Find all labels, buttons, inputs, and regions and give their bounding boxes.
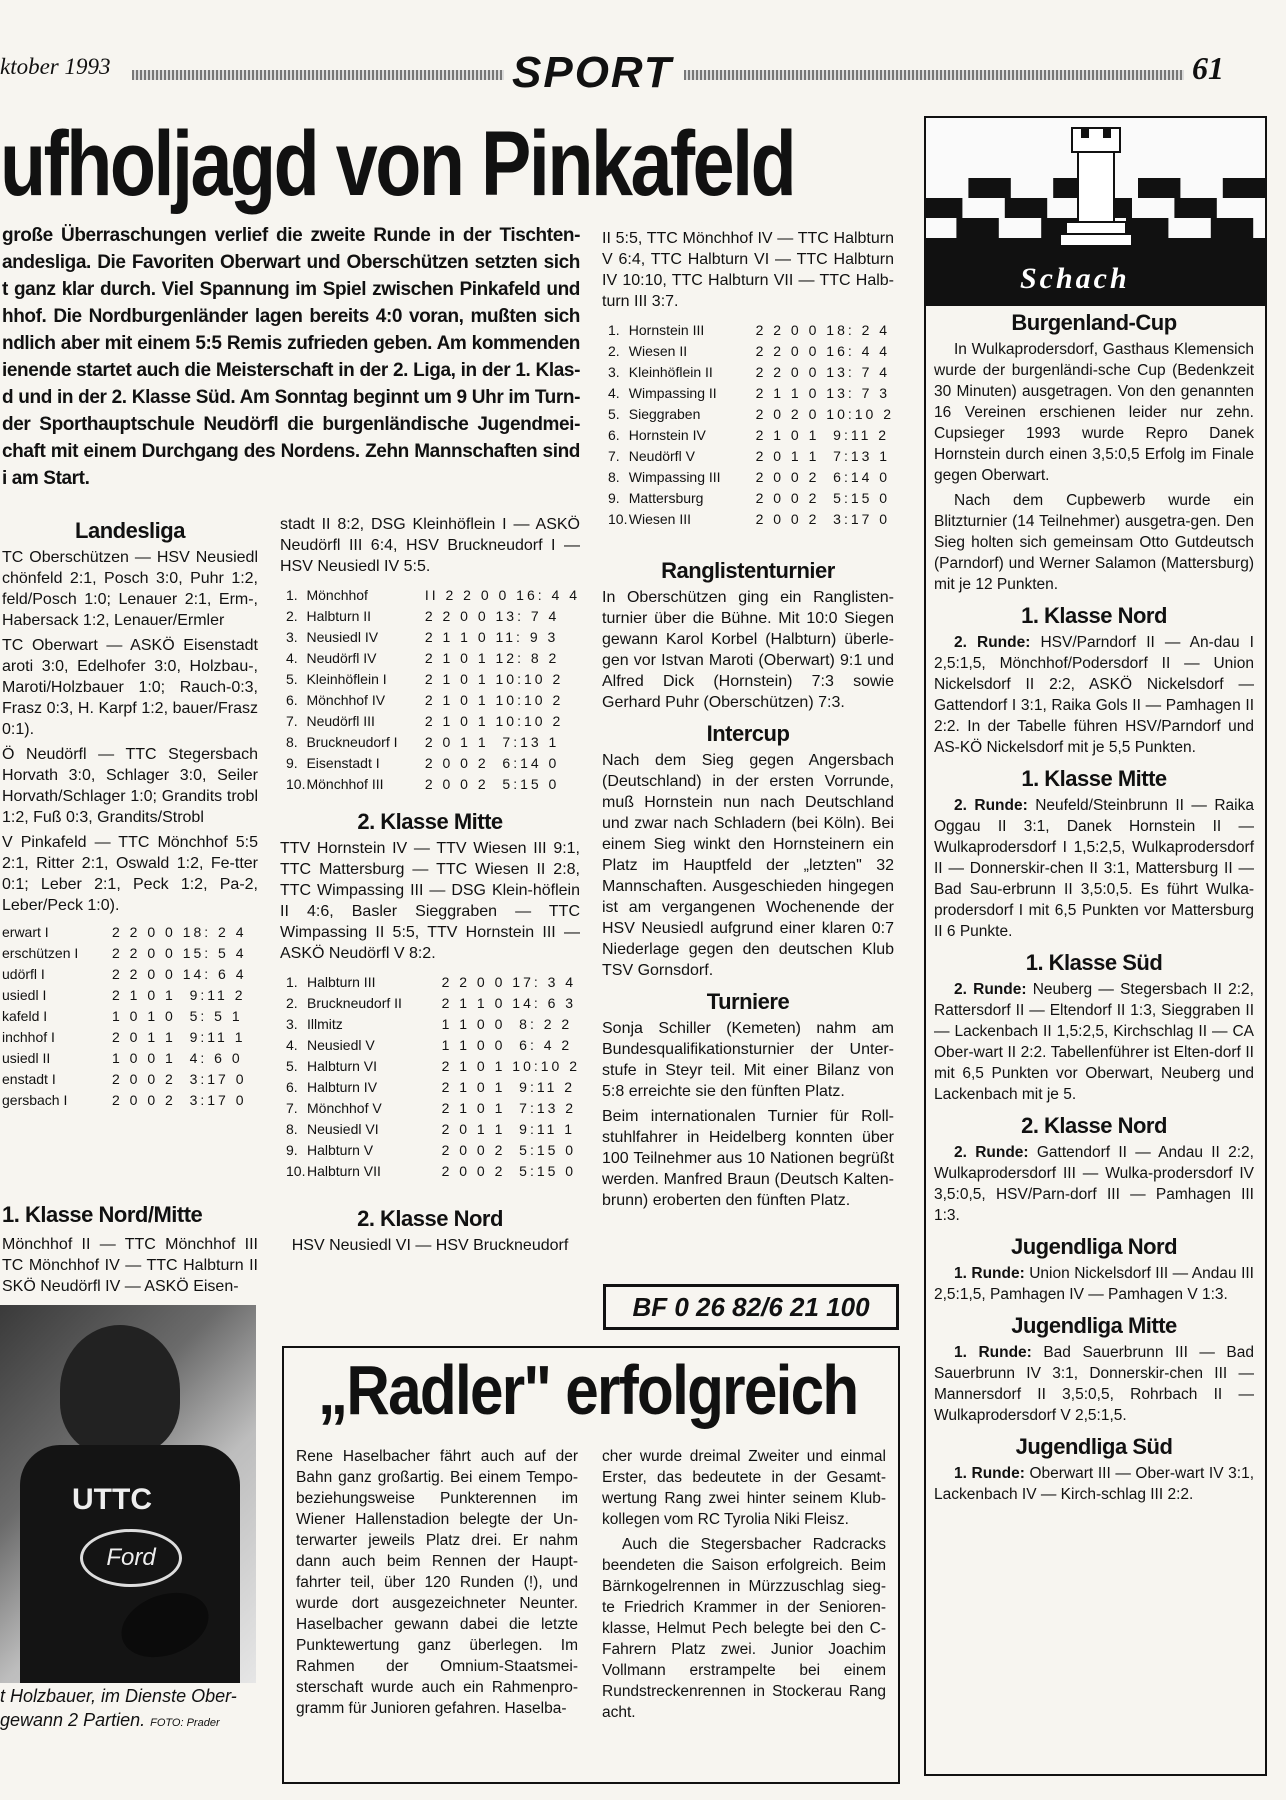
team-cell: erwart I (2, 924, 49, 940)
heading-2-klasse-nord-schach: 2. Klasse Nord (1021, 1113, 1167, 1138)
record-cell: 2 0 2 0 10:10 2 (755, 406, 894, 422)
record-cell: 2 0 0 2 3:17 0 (755, 511, 891, 527)
record-cell: 2 0 0 2 5:15 0 (424, 776, 560, 792)
team-cell: Halbturn VII (307, 1163, 381, 1179)
photo-caption (0, 1684, 260, 1735)
team-cell: Sieggraben (628, 406, 701, 422)
record-cell: 2 0 0 2 3:17 0 (112, 1071, 247, 1087)
landesliga-table (2, 922, 247, 1111)
record-cell: 2 2 0 0 15: 5 4 (112, 945, 247, 961)
record-cell: 2 2 0 0 16: 4 4 (755, 343, 891, 359)
record-cell: 2 1 0 1 10:10 2 (424, 713, 564, 729)
record-cell: 2 0 0 2 5:15 0 (441, 1163, 577, 1179)
round-label: 2. Runde: (954, 634, 1031, 651)
rank-cell: 7. (608, 448, 620, 464)
col3-p-rang: In Oberschützen ging ein Ranglisten-turnier über die Bühne. Mit 10:0 Siegen gewann Karol Korbel (Halbturn) überle-gen vor Istvan Maroti (Oberwart) 9:1 und Alfred Dick (Hornstein) 7:3 sowie Gerhard Puhr (Oberschützen) 7:3. (602, 589, 894, 711)
team-cell: Wimpassing III (628, 469, 721, 485)
rank-cell: 3. (286, 629, 298, 645)
rank-cell: 8. (286, 734, 298, 750)
rank-cell: 4. (286, 1037, 298, 1053)
rank-cell: 7. (286, 713, 298, 729)
column-1-lower (2, 1196, 258, 1297)
team-cell: Mönchhof IV (306, 692, 386, 708)
table-row (286, 1035, 580, 1056)
schach-p5: Neuberg — Stegersbach II 2:2, Rattersdorf II — Eltendorf II 1:3, Sieggraben II — Lackenbach II 1,5:2,5, Kirchschlag II — CA Ober-wart II 2:2. Tabellenführer ist Elten-dorf II mit 6,5 Punkten vor Oberwart, Neuberg und Lackenbach mit je 5. (934, 981, 1254, 1103)
photo-ford-logo: Ford (80, 1529, 182, 1587)
header-rule-right (684, 70, 1184, 80)
table-row (2, 964, 247, 985)
rank-cell: 9. (608, 490, 620, 506)
col3-p-turn2: Beim internationalen Turnier für Roll-stuhlfahrer in Heidelberg konnten über 100 Teilnehmer aus 10 Nationen begrüßt werden. Manfred Braun (Deutsch Kalten-brunn) eroberten den fünften Platz. (602, 1108, 894, 1209)
column-3 (602, 228, 894, 1215)
team-cell: Wiesen III (628, 511, 692, 527)
heading-intercup: Intercup (706, 721, 790, 746)
rank-cell: 1. (608, 322, 620, 338)
rank-cell: 2. (286, 608, 298, 624)
record-cell: 2 1 0 1 12: 8 2 (424, 650, 560, 666)
column-2 (280, 514, 580, 1260)
schach-p6: Gattendorf II — Andau II 2:2, Wulkaprodersdorf III — Wulka-prodersdorf IV 3,5:0,5, HSV/Parn-dorf III — Pamhagen III 1:3. (934, 1144, 1254, 1224)
heading-burgenland-cup: Burgenland-Cup (1011, 310, 1177, 335)
record-cell: 2 2 0 0 17: 3 4 (441, 974, 577, 990)
rank-cell: 6. (286, 692, 298, 708)
col2-p3: HSV Neusiedl VI — HSV Bruckneudorf (291, 1237, 569, 1254)
col1-p3: Ö Neudörfl — TTC Stegersbach Horvath 3:0, Schlager 3:0, Seiler Horvath/Schlager 1:0; Grandits trobl 1:2, Fuß 0:3, Grandits/Strobl (2, 746, 258, 826)
table-row (2, 1090, 247, 1111)
schach-column (934, 306, 1254, 1509)
rank-cell: 5. (286, 1058, 298, 1074)
board-square (956, 218, 998, 238)
board-square (1211, 218, 1253, 238)
rank-cell: 4. (608, 385, 620, 401)
record-cell: 2 2 0 0 14: 6 4 (112, 966, 247, 982)
rank-cell: 1. (286, 587, 298, 603)
table-row (286, 585, 580, 606)
rank-cell: 9. (286, 755, 298, 771)
section-title: SPORT (512, 48, 673, 97)
team-cell: Illmitz (307, 1016, 343, 1032)
col3-p-turn1: Sonja Schiller (Kemeten) nahm am Bundesqualifikationsturnier der Unter-stufe in Steyr teil. Mit einer Bilanz von 5:8 erreichte sie den fünften Platz. (602, 1020, 894, 1100)
round-label: 2. Runde: (954, 1144, 1029, 1161)
record-cell: 2 1 0 1 9:11 2 (441, 1079, 576, 1095)
rank-cell: 5. (286, 671, 298, 687)
team-cell: Halbturn VI (307, 1058, 378, 1074)
record-cell: 2 0 0 2 6:14 0 (424, 755, 560, 771)
record-cell: 2 1 0 1 10:10 2 (424, 671, 564, 687)
record-cell: 2 0 1 1 7:13 1 (424, 734, 560, 750)
table-row (2, 1048, 247, 1069)
record-cell: 2 2 0 0 18: 2 4 (755, 322, 891, 338)
team-cell: Neusiedl VI (307, 1121, 379, 1137)
team-cell: Neudörfl III (306, 713, 375, 729)
record-cell: 2 0 1 1 9:11 1 (112, 1029, 246, 1045)
team-cell: Eisenstadt I (306, 755, 380, 771)
schach-p3: HSV/Parndorf II — An-dau I 2,5:1,5, Mönchhof/Podersdorf II — Union Nickelsdorf II 2:2, ASKÖ Nickelsdorf — Gattendorf I 3:1, Raika Gols II — Pamhagen II 2:2. In der Tabelle führen HSV/Parndorf und AS-KÖ Nickelsdorf mit je 5,5 Punkten. (934, 634, 1254, 756)
table-row (286, 972, 580, 993)
radler-right-p2: Auch die Stegersbacher Radcracks beendeten die Saison erfolgreich. Beim Bärnkogelrennen in Mürzzuschlag sieg-te Friedrich Krammer in der Senioren-klasse, Helmut Pech belegte bei den C-Fahrern Platz zwei. Junior Joachim Vollmann erstrampelte bei einem Rundstreckenrennen in Stockerau Rang acht. (602, 1536, 886, 1721)
table-2-klasse-nord (608, 320, 894, 530)
col2-p2: TTV Hornstein IV — TTV Wiesen III 9:1, TTC Mattersburg — TTC Wiesen II 2:8, TTC Wimpassing III — DSG Klein-höflein II 4:6, Basler Sieggraben — TTC Wimpassing II 5:5, TTV Hornstein III — ASKÖ Neudörfl V 8:2. (280, 840, 580, 962)
table-row (2, 1069, 247, 1090)
record-cell: 2 1 0 1 10:10 2 (424, 692, 564, 708)
record-cell: 2 1 0 1 7:13 2 (441, 1100, 577, 1116)
radler-headline: „Radler" erfolgreich (318, 1351, 858, 1429)
table-row (2, 1027, 247, 1048)
rank-cell: 5. (608, 406, 620, 422)
team-cell: Neudörfl IV (306, 650, 377, 666)
heading-ranglistenturnier: Ranglistenturnier (661, 558, 835, 583)
round-label: 1. Runde: (954, 1265, 1025, 1282)
lead-paragraph: große Überraschungen verlief die zweite Runde in der Tischten-andesliga. Die Favoriten Oberwart und Oberschützen setzten sich t ganz klar durch. Viel Spannung im Spiel zwischen Pinkafeld und hhof. Die Nordburgenländer lagen bereits 4:0 voran, mußten sich ndlich aber mit einem 5:5 Remis zufrieden geben. Am kommenden ienende startet auch die Meisterschaft in der 2. Liga, in der 1. Klas-d und in der 2. Klasse Süd. Am Sonntag beginnt um 9 Uhr im Turn-der Sporthauptschule Neudörfl die burgenländische Jugendmei-chaft mit einem Durchgang des Nordens. Zehn Mannschaften sind i am Start. (2, 225, 580, 489)
board-square (968, 178, 1010, 198)
team-cell: Mönchhof V (307, 1100, 382, 1116)
table-row (286, 774, 580, 795)
rank-cell: 2. (608, 343, 620, 359)
record-cell: 2 1 1 0 11: 9 3 (424, 629, 559, 645)
team-cell: Kleinhöflein II (628, 364, 713, 380)
header-rule-left (132, 70, 504, 80)
heading-2-klasse-mitte: 2. Klasse Mitte (357, 809, 503, 834)
record-cell: 1 0 0 1 4: 6 0 (112, 1050, 243, 1066)
board-square (926, 198, 962, 218)
team-cell: Neudörfl V (628, 448, 695, 464)
team-cell: Kleinhöflein I (306, 671, 387, 687)
table-row (286, 627, 580, 648)
team-cell: Wimpassing II (628, 385, 717, 401)
record-cell: 2 0 0 2 5:15 0 (755, 490, 891, 506)
schach-label: Schach (1020, 262, 1130, 295)
team-cell: Halbturn II (306, 608, 372, 624)
table-row (608, 383, 894, 404)
player-photo (0, 1305, 256, 1683)
col1-p2: TC Oberwart — ASKÖ Eisenstadt aroti 3:0, Edelhofer 3:0, Holzbau-, Maroti/Holzbauer 1:0; Rauch-0:3, Frasz 0:3, H. Karpf 1:2, bauer/Frasz 0:1). (2, 637, 258, 738)
board-square (1174, 198, 1216, 218)
team-cell: Bruckneudorf II (307, 995, 402, 1011)
table-row (608, 425, 894, 446)
team-cell: Mönchhof III (306, 776, 384, 792)
rank-cell: 1. (286, 974, 298, 990)
table-row (2, 922, 247, 943)
team-cell: Wiesen II (628, 343, 688, 359)
rank-cell: 8. (286, 1121, 298, 1137)
board-square (1005, 198, 1047, 218)
table-row (286, 1077, 580, 1098)
team-cell: Hornstein III (628, 322, 705, 338)
round-label: 1. Runde: (954, 1344, 1032, 1361)
record-cell: 2 2 0 0 13: 7 4 (424, 608, 560, 624)
table-row (286, 993, 580, 1014)
record-cell: 1 0 1 0 5: 5 1 (112, 1008, 243, 1024)
radler-left-column: Rene Haselbacher fährt auch auf der Bahn ganz großartig. Bei einem Tempo-beziehungsweise Punkterennen im Wiener Hallenstadion belegte der Un-terwarter jeweils Platz drei. Er nahm dann auch beim Rennen der Haupt-fahrter teil, über 120 Runden (!), und wurde dort ausgezeichneter Neunter. Haselbacher gewann dabei die letzte Punktewertung ganz überlegen. Im Rahmen der Omnium-Staatsmei-sterschaft wurde auch ein Rahmenpro-gramm für Junioren gefahren. Haselba- (296, 1448, 578, 1717)
rank-cell: 10. (286, 776, 306, 792)
record-cell: 2 0 1 1 9:11 1 (441, 1121, 576, 1137)
radler-right-column (602, 1446, 886, 1727)
table-row (286, 1140, 580, 1161)
team-cell: Hornstein IV (628, 427, 706, 443)
board-square (1138, 178, 1180, 198)
heading-jugendliga-sued: Jugendliga Süd (1015, 1434, 1173, 1459)
team-cell: Bruckneudorf I (306, 734, 398, 750)
record-cell: 2 0 0 2 3:17 0 (112, 1092, 247, 1108)
photo-head (60, 1325, 180, 1455)
heading-turniere: Turniere (706, 989, 790, 1014)
table-row (286, 1014, 580, 1035)
heading-1-klasse-sued-schach: 1. Klasse Süd (1025, 950, 1163, 975)
team-cell: enstadt I (2, 1071, 56, 1087)
record-cell: 2 1 1 0 13: 7 3 (755, 385, 891, 401)
team-cell: kafeld I (2, 1008, 48, 1024)
round-label: 2. Runde: (954, 981, 1027, 998)
record-cell: 1 1 0 0 8: 2 2 (441, 1016, 573, 1032)
table-row (2, 1006, 247, 1027)
heading-1-klasse-mitte-schach: 1. Klasse Mitte (1021, 766, 1167, 791)
table-row (286, 648, 580, 669)
rank-cell: 9. (286, 1142, 298, 1158)
table-row (286, 1119, 580, 1140)
heading-2-klasse-nord: 2. Klasse Nord (357, 1206, 503, 1231)
schach-p8: Bad Sauerbrunn III — Bad Sauerbrunn IV 3:1, Donnerskir-chen III — Mannersdorf II 3,5:0,5, Rohrbach II — Wulkaprodersdorf V 2,5:1,5. (934, 1344, 1254, 1424)
team-cell: usiedl II (2, 1050, 51, 1066)
schach-p2: Nach dem Cupbewerb wurde ein Blitzturnier (14 Teilnehmer) ausgetra-gen. Den Sieg holten sich gemeinsam Otto Gutdeutsch (Parndorf) und Werner Salamon (Mattersburg) mit je 12 Punkten. (934, 492, 1254, 593)
team-cell: Halbturn IV (307, 1079, 378, 1095)
schach-p4: Neufeld/Steinbrunn II — Raika Oggau II 3:1, Danek Hornstein II — Wulkaprodersdorf I 1,5:2,5, Wulkaprodersdorf II — Donnerskir-chen II 3:1, Mattersburg II — Bad Sau-erbrunn II 3,5:0,5. Es führt Wulka-prodersdorf I mit 6,5 Punkten vor Mattersburg II 6 Punkte. (934, 797, 1254, 940)
table-row (286, 690, 580, 711)
record-cell: 2 1 0 1 10:10 2 (441, 1058, 580, 1074)
col3-p1: II 5:5, TTC Mönchhof IV — TTC Halbturn V 6:4, TTC Halbturn VI — TTC Halbturn IV 10:10, TTC Halbturn VII — TTC Halb-turn III 3:7. (602, 230, 894, 310)
table-row (2, 943, 247, 964)
rank-cell: 7. (286, 1100, 298, 1116)
table-row (286, 753, 580, 774)
record-cell: 2 2 0 0 13: 7 4 (755, 364, 891, 380)
col1-p5: Mönchhof II — TTC Mönchhof III TC Mönchhof IV — TTC Halbturn II SKÖ Neudörfl IV — ASKÖ Eisen- (2, 1236, 258, 1295)
table-1-klasse-nord-mitte (286, 585, 580, 795)
table-row (286, 732, 580, 753)
team-cell: Mattersburg (628, 490, 704, 506)
table-row (608, 467, 894, 488)
heading-1-klasse-nord-schach: 1. Klasse Nord (1021, 603, 1167, 628)
table-row (608, 509, 894, 530)
table-row (286, 711, 580, 732)
table-row (286, 1161, 580, 1182)
team-cell: erschützen I (2, 945, 79, 961)
team-cell: Neusiedl IV (306, 629, 379, 645)
record-cell: 1 1 0 0 6: 4 2 (441, 1037, 573, 1053)
record-cell: 2 1 0 1 9:11 2 (755, 427, 890, 443)
heading-1-klasse-nord-mitte: 1. Klasse Nord/Mitte (2, 1202, 203, 1227)
col1-p4: V Pinkafeld — TTC Mönchhof 5:5 2:1, Ritter 2:1, Oswald 1:2, Fe-tter 0:1; Leber 2:1, Peck 1:2, Pa-2, Leber/Peck 1:0). (2, 834, 258, 914)
rank-cell: 6. (286, 1079, 298, 1095)
round-label: 2. Runde: (954, 797, 1028, 814)
schach-p7: Union Nickelsdorf III — Andau III 2,5:1,5, Pamhagen IV — Pamhagen V 1:3. (934, 1265, 1254, 1303)
table-row (608, 341, 894, 362)
heading-jugendliga-mitte: Jugendliga Mitte (1011, 1313, 1177, 1338)
table-row (608, 404, 894, 425)
col2-p1: stadt II 8:2, DSG Kleinhöflein I — ASKÖ Neudörfl III 6:4, HSV Bruckneudorf I — HSV Neusiedl IV 5:5. (280, 516, 580, 575)
rank-cell: 10. (608, 511, 628, 527)
rank-cell: 4. (286, 650, 298, 666)
round-label: 1. Runde: (954, 1465, 1025, 1482)
record-cell: 2 0 1 1 7:13 1 (755, 448, 891, 464)
schach-p9: Oberwart III — Ober-wart IV 3:1, Lackenbach IV — Kirch-schlag III 2:2. (934, 1465, 1254, 1503)
rank-cell: 3. (286, 1016, 298, 1032)
record-cell: 2 1 0 1 9:11 2 (112, 987, 246, 1003)
team-cell: udörfl I (2, 966, 45, 982)
record-cell: 2 0 0 2 5:15 0 (441, 1142, 577, 1158)
caption-credit: FOTO: Prader (150, 1717, 220, 1729)
team-cell: usiedl I (2, 987, 47, 1003)
rank-cell: 8. (608, 469, 620, 485)
col1-p1: TC Oberschützen — HSV Neusiedl chönfeld 2:1, Posch 3:0, Puhr 1:2, feld/Posch 1:0; Lenauer 2:1, Erm-, Habersack 1:2, Lenauer/Ermler (2, 549, 258, 629)
col3-p-inter: Nach dem Sieg gegen Angersbach (Deutschland) in der ersten Vorrunde, muß Hornstein nun nach Deutschland und zwar nach Schladern (bei Köln). Bei einem Sieg winkt den Hornsteinern ein Platz im Hauptfeld der „letzten" 32 Mannschaften. Ausgeschieden hingegen ist am vergangenen Wochenende der HSV Neusiedl aufgrund einer klaren 0:7 Niederlage gegen den deutschen Klub TSV Gornsdorf. (602, 752, 894, 979)
table-row (286, 1098, 580, 1119)
record-cell: 2 0 0 2 6:14 0 (755, 469, 891, 485)
rank-cell: 6. (608, 427, 620, 443)
rank-cell: 3. (608, 364, 620, 380)
record-cell: 2 2 0 0 18: 2 4 (112, 924, 247, 940)
table-row (608, 320, 894, 341)
photo-shirt-text: UTTC (72, 1483, 152, 1516)
team-cell: inchhof I (2, 1029, 55, 1045)
rank-cell: 2. (286, 995, 298, 1011)
phone-box: BF 0 26 82/6 21 100 (603, 1284, 899, 1330)
page-number: 61 (1192, 50, 1224, 86)
issue-date: ktober 1993 (0, 54, 111, 79)
team-cell: Neusiedl V (307, 1037, 375, 1053)
heading-jugendliga-nord: Jugendliga Nord (1010, 1234, 1178, 1259)
heading-landesliga: Landesliga (75, 518, 185, 543)
main-headline: ufholjagd von Pinkafeld (0, 113, 795, 215)
team-cell: Halbturn V (307, 1142, 374, 1158)
table-row (286, 669, 580, 690)
team-cell: Mönchhof (306, 587, 368, 603)
radler-right-p1: cher wurde dreimal Zweiter und einmal Erster, das bedeutete in der Gesamt-wertung Rang zwei hinter seinem Klub-kollegen vom RC Tyrolia Niki Fleisz. (602, 1448, 886, 1528)
table-row (2, 985, 247, 1006)
team-cell: gersbach I (2, 1092, 68, 1108)
table-row (608, 362, 894, 383)
table-row (608, 446, 894, 467)
column-1 (2, 514, 258, 1111)
team-cell: Halbturn III (307, 974, 376, 990)
board-square (1223, 178, 1265, 198)
table-2-klasse-mitte (286, 972, 580, 1182)
table-row (608, 488, 894, 509)
rank-cell: 10. (286, 1163, 306, 1179)
table-row (286, 606, 580, 627)
caption-text: t Holzbauer, im Dienste Ober- gewann 2 Partien. (0, 1686, 237, 1730)
record-cell: II 2 2 0 0 16: 4 4 (424, 587, 580, 603)
schach-p1: In Wulkaprodersdorf, Gasthaus Klemensich wurde der burgenländi-sche Cup (Bedenkzeit 30 Minuten) ausgetragen. Von den genannten 16 Vereinen erschienen leider nur zehn. Cupsieger 1993 wurde Repro Danek Hornstein durch einen 3,5:0,5 Erfolg im Finale gegen Oberwart. (934, 341, 1254, 484)
table-row (286, 1056, 580, 1077)
record-cell: 2 1 1 0 14: 6 3 (441, 995, 577, 1011)
